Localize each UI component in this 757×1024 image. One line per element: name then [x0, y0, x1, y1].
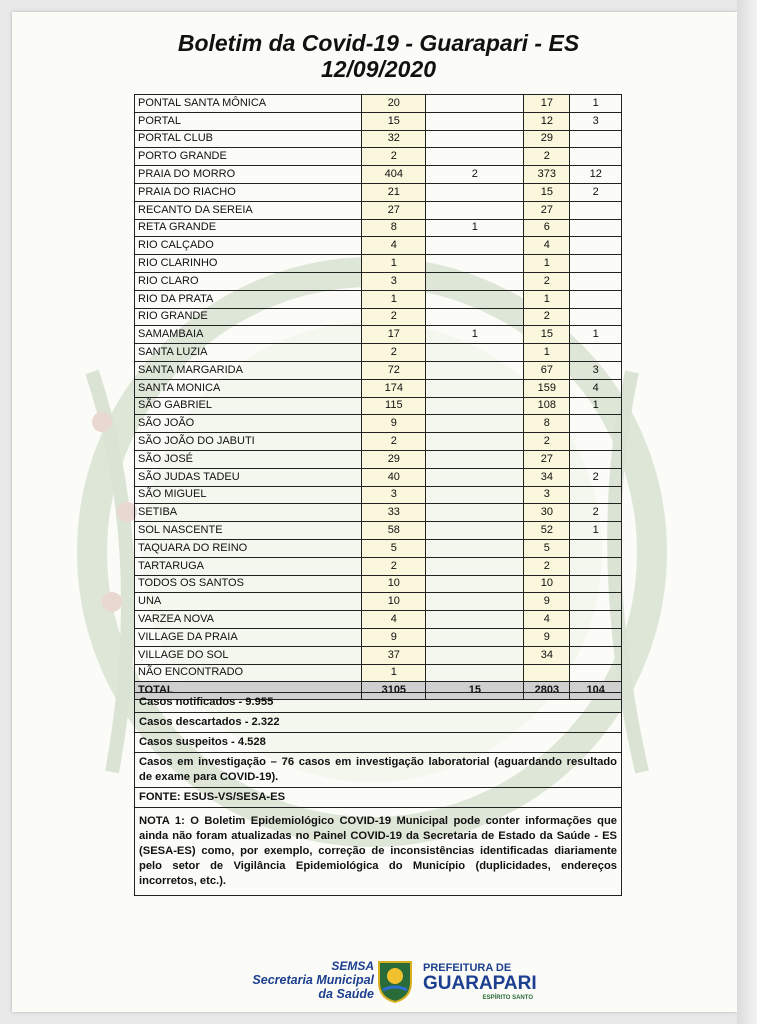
cell-c1: 33: [362, 504, 426, 522]
cell-c3: 373: [524, 166, 570, 184]
cell-c4: [570, 628, 622, 646]
table-row: [135, 361, 622, 379]
cell-c1: 2: [362, 344, 426, 362]
cell-c2: [426, 539, 524, 557]
cell-name: SOL NASCENTE: [135, 522, 362, 540]
cell-name: SÃO JOSÉ: [135, 450, 362, 468]
cell-c3: 52: [524, 522, 570, 540]
table-row: [135, 326, 622, 344]
cell-c2: [426, 344, 524, 362]
cell-name: SETIBA: [135, 504, 362, 522]
cell-c1: 8: [362, 219, 426, 237]
cell-c3: 34: [524, 468, 570, 486]
table-row: [135, 415, 622, 433]
cell-c4: 1: [570, 397, 622, 415]
cell-c2: [426, 148, 524, 166]
cell-c4: [570, 450, 622, 468]
cell-name: SANTA MARGARIDA: [135, 361, 362, 379]
cell-c1: 1: [362, 664, 426, 682]
cell-c4: [570, 290, 622, 308]
cell-name: TOTAL: [135, 682, 362, 700]
table-row: [135, 183, 622, 201]
cell-c1: 3: [362, 272, 426, 290]
table-row: [135, 379, 622, 397]
cell-c3: 12: [524, 112, 570, 130]
table-row: [135, 450, 622, 468]
investigation-note: Casos em investigação – 76 casos em investigação laboratorial (aguardando resultado de exame para COVID-19).: [134, 753, 622, 788]
cell-name: PRAIA DO MORRO: [135, 166, 362, 184]
cell-name: SANTA MONICA: [135, 379, 362, 397]
cell-name: RIO CLARO: [135, 272, 362, 290]
cell-c3: 8: [524, 415, 570, 433]
cell-c2: [426, 628, 524, 646]
table-row: [135, 344, 622, 362]
table-row: [135, 628, 622, 646]
cell-name: RECANTO DA SEREIA: [135, 201, 362, 219]
cell-c4: 3: [570, 361, 622, 379]
cell-c4: [570, 201, 622, 219]
cell-c1: 10: [362, 593, 426, 611]
cell-c1: 4: [362, 237, 426, 255]
cell-c2: [426, 646, 524, 664]
cell-c3: 9: [524, 628, 570, 646]
cell-c3: 9: [524, 593, 570, 611]
cell-c1: 115: [362, 397, 426, 415]
cell-name: RIO DA PRATA: [135, 290, 362, 308]
cell-c4: [570, 130, 622, 148]
pref-line2: GUARAPARI: [423, 973, 537, 994]
cell-c3: 4: [524, 611, 570, 629]
cell-c1: 21: [362, 183, 426, 201]
cell-c1: 72: [362, 361, 426, 379]
cell-c1: 58: [362, 522, 426, 540]
cell-c2: [426, 468, 524, 486]
cell-c1: 15: [362, 112, 426, 130]
table-row: [135, 468, 622, 486]
cell-c2: [426, 593, 524, 611]
cell-name: PORTAL: [135, 112, 362, 130]
cell-c2: [426, 486, 524, 504]
cell-c4: 2: [570, 504, 622, 522]
cell-c4: [570, 344, 622, 362]
cell-c1: 3105: [362, 682, 426, 700]
semsa-title: SEMSA: [331, 959, 374, 973]
cell-c1: 1: [362, 290, 426, 308]
cell-c3: 30: [524, 504, 570, 522]
cell-name: SAMAMBAIA: [135, 326, 362, 344]
cell-c3: 1: [524, 344, 570, 362]
table-row: [135, 95, 622, 113]
table-row: [135, 664, 622, 682]
cell-name: VILLAGE DO SOL: [135, 646, 362, 664]
cell-c3: 4: [524, 237, 570, 255]
cell-c3: 17: [524, 95, 570, 113]
cell-name: TARTARUGA: [135, 557, 362, 575]
table-row: [135, 166, 622, 184]
cell-c3: 15: [524, 326, 570, 344]
cell-c1: 1: [362, 255, 426, 273]
cell-c2: [426, 290, 524, 308]
cell-c2: [426, 664, 524, 682]
cell-c1: 37: [362, 646, 426, 664]
cell-c3: 3: [524, 486, 570, 504]
cell-c2: [426, 433, 524, 451]
cell-name: NÃO ENCONTRADO: [135, 664, 362, 682]
cell-c3: 5: [524, 539, 570, 557]
pref-line1: PREFEITURA DE: [423, 962, 512, 974]
cell-c4: 2: [570, 468, 622, 486]
cases-table: [134, 94, 622, 700]
table-row: [135, 290, 622, 308]
cell-c4: [570, 433, 622, 451]
cell-c4: 1: [570, 522, 622, 540]
cell-c4: [570, 646, 622, 664]
cell-c4: 12: [570, 166, 622, 184]
table-row: [135, 433, 622, 451]
cell-name: SÃO MIGUEL: [135, 486, 362, 504]
cell-name: PORTO GRANDE: [135, 148, 362, 166]
cell-c1: 32: [362, 130, 426, 148]
cell-c2: [426, 308, 524, 326]
cell-name: PRAIA DO RIACHO: [135, 183, 362, 201]
table-row: [135, 557, 622, 575]
cell-name: SÃO JUDAS TADEU: [135, 468, 362, 486]
cell-c2: [426, 415, 524, 433]
cell-c1: 9: [362, 628, 426, 646]
cell-name: SANTA LUZIA: [135, 344, 362, 362]
table-row: [135, 539, 622, 557]
disclaimer-note: NOTA 1: O Boletim Epidemiológico COVID-19 Municipal pode conter informações que ainda não foram atualizadas no Painel COVID-19 da Secretaria de Estado da Saúde - ES (SESA-ES) como, por exemplo, correção de inconsistências identificadas diariamente pelo setor de Vigilância Epidemiológica do Município (duplicidades, endereços incorretos, etc.).: [134, 808, 622, 896]
cell-c3: 10: [524, 575, 570, 593]
cell-c1: 9: [362, 415, 426, 433]
page-edge-shadow: [737, 0, 757, 1024]
cell-c1: 29: [362, 450, 426, 468]
table-row: [135, 593, 622, 611]
table-row: [135, 272, 622, 290]
cell-c4: [570, 308, 622, 326]
page-date: 12/09/2020: [320, 56, 437, 82]
table-row: [135, 486, 622, 504]
page-title: Boletim da Covid-19 - Guarapari - ES: [177, 30, 580, 56]
cell-c2: [426, 575, 524, 593]
cell-c4: 1: [570, 326, 622, 344]
cell-c3: 2: [524, 433, 570, 451]
table-row: [135, 308, 622, 326]
cell-c3: 159: [524, 379, 570, 397]
discarded-cases: Casos descartados - 2.322: [134, 713, 622, 733]
cell-c2: [426, 237, 524, 255]
table-row: [135, 504, 622, 522]
table-row: [135, 611, 622, 629]
cell-c2: [426, 397, 524, 415]
table-row: [135, 646, 622, 664]
semsa-line2: da Saúde: [318, 987, 374, 1001]
cell-c4: [570, 255, 622, 273]
cell-c4: [570, 664, 622, 682]
notes-section: [134, 692, 622, 896]
cell-name: SÃO JOÃO DO JABUTI: [135, 433, 362, 451]
cell-c3: 6: [524, 219, 570, 237]
cell-c2: [426, 522, 524, 540]
cell-c4: [570, 237, 622, 255]
cell-c3: 1: [524, 255, 570, 273]
cell-c1: 5: [362, 539, 426, 557]
table-row: [135, 255, 622, 273]
cell-c3: 2: [524, 148, 570, 166]
cell-name: SÃO JOÃO: [135, 415, 362, 433]
pref-line3: ESPÍRITO SANTO: [482, 995, 533, 1001]
cell-c4: 4: [570, 379, 622, 397]
cell-c2: [426, 557, 524, 575]
table-row: [135, 201, 622, 219]
table-row: [135, 237, 622, 255]
table-row: [135, 112, 622, 130]
cell-c4: 3: [570, 112, 622, 130]
cell-c4: [570, 148, 622, 166]
semsa-logo: [224, 960, 374, 1010]
cell-c3: 27: [524, 201, 570, 219]
cell-c2: [426, 130, 524, 148]
cell-c1: 174: [362, 379, 426, 397]
cell-c4: [570, 486, 622, 504]
cell-c1: 404: [362, 166, 426, 184]
cell-c2: 1: [426, 326, 524, 344]
cell-c1: 17: [362, 326, 426, 344]
cell-c3: 34: [524, 646, 570, 664]
cell-c4: [570, 575, 622, 593]
cell-c3: 15: [524, 183, 570, 201]
table-row: [135, 575, 622, 593]
cell-c4: 104: [570, 682, 622, 700]
cell-c1: 3: [362, 486, 426, 504]
cell-name: SÃO GABRIEL: [135, 397, 362, 415]
cell-name: RIO CALÇADO: [135, 237, 362, 255]
table-row: [135, 522, 622, 540]
cell-c3: 2: [524, 308, 570, 326]
cell-c3: 67: [524, 361, 570, 379]
cell-c2: 1: [426, 219, 524, 237]
cell-c1: 2: [362, 308, 426, 326]
cell-c2: [426, 95, 524, 113]
cell-c4: [570, 415, 622, 433]
table-row: [135, 219, 622, 237]
cell-c4: [570, 219, 622, 237]
cell-c2: [426, 272, 524, 290]
cell-c1: 10: [362, 575, 426, 593]
table-row: [135, 148, 622, 166]
cell-c2: 15: [426, 682, 524, 700]
cell-c3: 108: [524, 397, 570, 415]
cell-c1: 40: [362, 468, 426, 486]
cell-name: UNA: [135, 593, 362, 611]
cell-c2: [426, 112, 524, 130]
cell-c4: [570, 272, 622, 290]
cell-name: VARZEA NOVA: [135, 611, 362, 629]
cell-name: RIO CLARINHO: [135, 255, 362, 273]
cell-name: VILLAGE DA PRAIA: [135, 628, 362, 646]
cell-c2: 2: [426, 166, 524, 184]
cell-c1: 2: [362, 433, 426, 451]
cell-c4: [570, 593, 622, 611]
cell-c2: [426, 255, 524, 273]
source-note: FONTE: ESUS-VS/SESA-ES: [134, 788, 622, 808]
cell-c2: [426, 611, 524, 629]
cell-c3: 1: [524, 290, 570, 308]
cell-c4: [570, 611, 622, 629]
table-row: [135, 130, 622, 148]
cell-c2: [426, 504, 524, 522]
cell-c2: [426, 361, 524, 379]
cell-c3: 2803: [524, 682, 570, 700]
suspected-cases: Casos suspeitos - 4.528: [134, 733, 622, 753]
cell-c3: [524, 664, 570, 682]
cell-name: TAQUARA DO REINO: [135, 539, 362, 557]
cell-name: PORTAL CLUB: [135, 130, 362, 148]
cell-c3: 2: [524, 272, 570, 290]
cell-name: RETA GRANDE: [135, 219, 362, 237]
cell-c2: [426, 379, 524, 397]
cell-c4: 1: [570, 95, 622, 113]
cell-c4: [570, 539, 622, 557]
cell-name: RIO GRANDE: [135, 308, 362, 326]
cell-c3: 2: [524, 557, 570, 575]
table-row: [135, 397, 622, 415]
cell-c2: [426, 183, 524, 201]
cell-c1: 2: [362, 148, 426, 166]
cell-c1: 4: [362, 611, 426, 629]
notified-cases: Casos notificados - 9.955: [134, 692, 622, 713]
cell-c4: [570, 557, 622, 575]
semsa-line1: Secretaria Municipal: [252, 973, 374, 987]
guarapari-crest-icon: [375, 958, 415, 1004]
cell-c1: 20: [362, 95, 426, 113]
cell-name: PONTAL SANTA MÔNICA: [135, 95, 362, 113]
cell-c2: [426, 201, 524, 219]
cell-c2: [426, 450, 524, 468]
cell-name: TODOS OS SANTOS: [135, 575, 362, 593]
cell-c4: 2: [570, 183, 622, 201]
cell-c1: 27: [362, 201, 426, 219]
prefeitura-logo: [423, 962, 543, 1007]
cell-c3: 27: [524, 450, 570, 468]
cell-c3: 29: [524, 130, 570, 148]
cell-c1: 2: [362, 557, 426, 575]
